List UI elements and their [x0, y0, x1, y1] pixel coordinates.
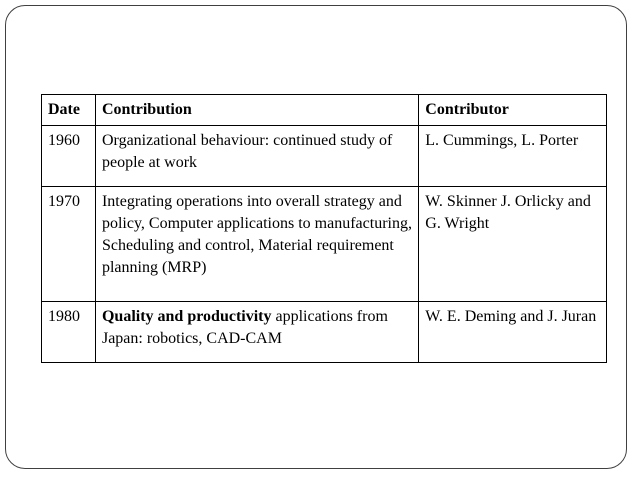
header-contributor: Contributor: [419, 95, 607, 126]
header-date: Date: [42, 95, 96, 126]
table-header-row: [42, 95, 607, 126]
table-row: [42, 187, 607, 302]
cell-date: 1960: [42, 126, 96, 187]
cell-contribution-emphasis: Quality and productivity: [101, 308, 272, 325]
cell-contributor: L. Cummings, L. Porter: [419, 126, 607, 187]
cell-contribution: Organizational behaviour: continued study of people at work: [95, 126, 418, 187]
cell-contributor: W. Skinner J. Orlicky and G. Wright: [419, 187, 607, 302]
cell-contribution: Integrating operations into overall strategy and policy, Computer applications to manufacturing, Scheduling and control, Material requirement planning (MRP): [95, 187, 418, 302]
table-row: [42, 126, 607, 187]
cell-contribution: [95, 302, 418, 363]
contribution-table: [41, 94, 607, 363]
cell-contribution-rest: applications from Japan: robotics, CAD-CAM: [101, 308, 388, 347]
cell-contributor: W. E. Deming and J. Juran: [419, 302, 607, 363]
table-row: [42, 302, 607, 363]
header-contribution: Contribution: [95, 95, 418, 126]
cell-date: 1980: [42, 302, 96, 363]
cell-date: 1970: [42, 187, 96, 302]
